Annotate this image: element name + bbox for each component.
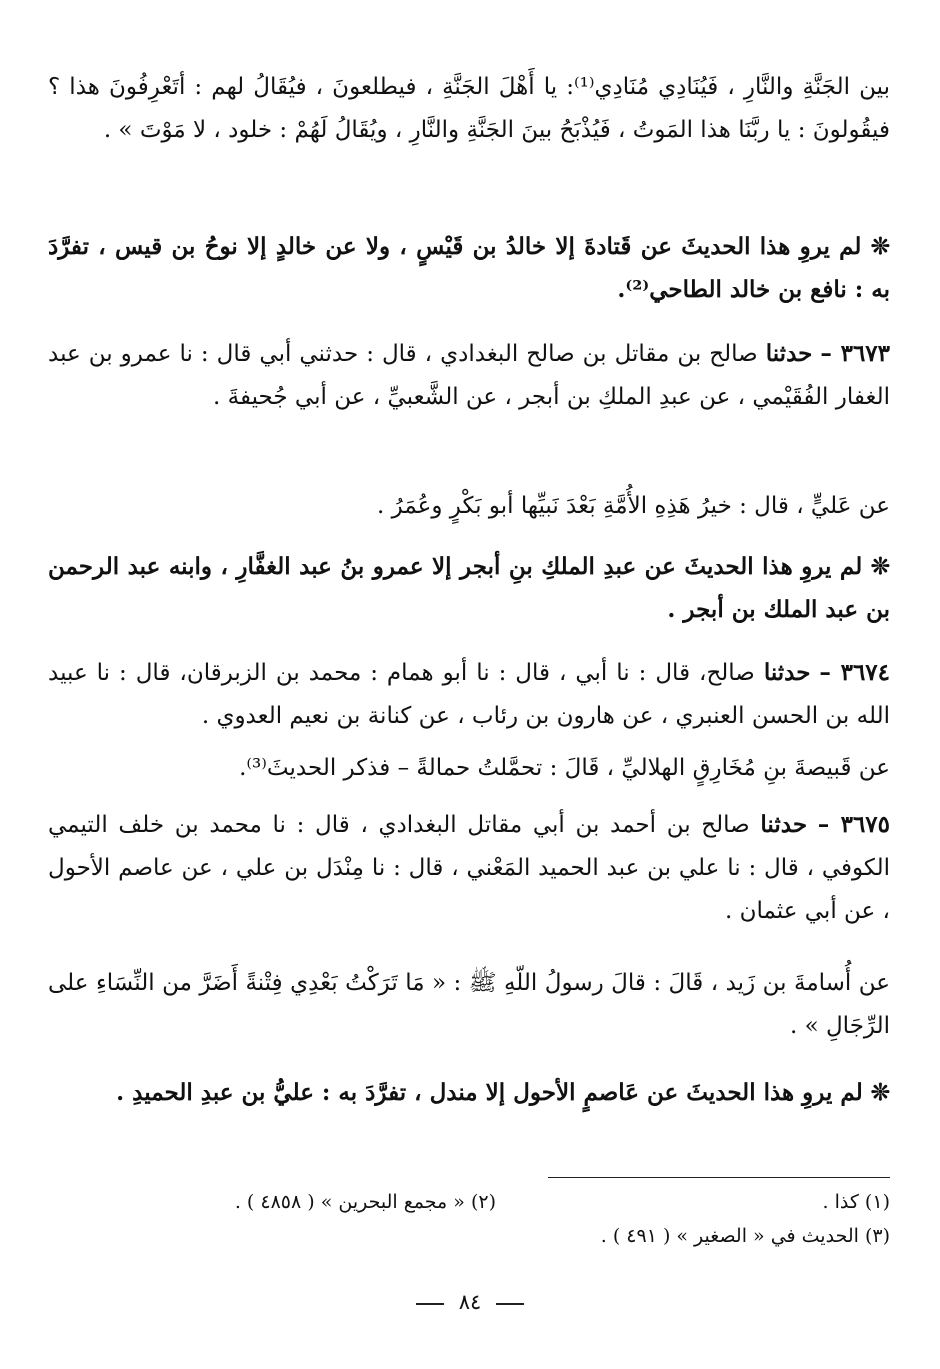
paragraph-text: ❊ لم يروِ هذا الحديثَ عن عَاصمٍ الأحول إلا مندل ، تفرَّدَ به : عليُّ بن عبدِ الحميدِ . xyxy=(116,1079,890,1106)
footnote-2: (٢) « مجمع البحرين » ( ٤٨٥٨ ) . xyxy=(234,1191,496,1213)
paragraph-text: عن قَبيصةَ بنِ مُخَارِقٍ الهلاليِّ ، قَالَ : تحمَّلتُ حمالةً – فذكر الحديثَ⁽³⁾. xyxy=(239,755,890,781)
paragraph-hadith-3673-matn xyxy=(48,485,890,528)
footnote-1: (١) كذا . xyxy=(822,1191,890,1213)
paragraph-hadith-3674-isnad xyxy=(48,651,890,738)
paragraph-hadith-end xyxy=(48,66,890,152)
paragraph-text: عن عَليٍّ ، قال : خيرُ هَذِهِ الأُمَّةِ بَعْدَ نَبيِّها أبو بَكْرٍ وعُمَرُ . xyxy=(377,493,890,519)
footnote-3: (٣) الحديث في « الصغير » ( ٤٩١ ) . xyxy=(600,1225,890,1247)
hadith-lead-word: حدثنا xyxy=(765,340,813,367)
hadith-number: ٣٦٧٥ – xyxy=(817,811,891,838)
paragraph-text: صالح، قال : نا أبي ، قال : نا أبو همام : محمد بن الزبرقان، قال : نا عبيد الله بن الحسن العنبري ، عن هارون بن رئاب ، عن كنانة بن نعيم العدوي . xyxy=(48,660,890,729)
paragraph-hadith-3675-matn xyxy=(48,962,890,1048)
hadith-number: ٣٦٧٤ – xyxy=(819,659,891,686)
paragraph-text: صالح بن مقاتل بن صالح البغدادي ، قال : حدثني أبي قال : نا عمرو بن عبد الغفار الفُقَيْمي ، عن عبدِ الملكِ بن أبجر ، عن الشَّعبيِّ ، عن أبي جُحيفةَ . xyxy=(48,341,890,410)
paragraph-text: بين الجَنَّةِ والنَّارِ ، فَيُنَادِي مُنَادِي⁽¹⁾: يا أَهْلَ الجَنَّةِ ، فيطلعونَ ، فيُقَالُ لهم : أتَعْرِفُونَ هذا ؟ فيقُولونَ : يا ربَّنَا هذا المَوتُ ، فَيُذْبَحُ بينَ الجَنَّةِ والنَّارِ ، ويُقَالُ لَهُمْ : خلود ، لا مَوْتَ » . xyxy=(48,74,890,143)
page-number-dash-left xyxy=(416,1303,444,1305)
page-number-dash-right xyxy=(496,1303,524,1305)
paragraph-text: ❊ لم يروِ هذا الحديثَ عن قَتادةَ إلا خالدُ بن قَيْسٍ ، ولا عن خالدٍ إلا نوحُ بن قيس ، تفرَّدَ به : نافع بن خالد الطاحي⁽²⁾. xyxy=(48,233,890,303)
footnote-divider xyxy=(548,1177,890,1178)
paragraph-commentary-mandal xyxy=(48,1071,890,1114)
paragraph-hadith-3673-isnad xyxy=(48,332,890,419)
paragraph-text: عن أُسامةَ بن زَيد ، قَالَ : قالَ رسولُ اللّهِ ﷺ : « مَا تَرَكْتُ بَعْدِي فِتْنةً أَضَرَّ من النِّسَاءِ على الرِّجَالِ » . xyxy=(48,970,890,1039)
page-number-line xyxy=(0,1290,940,1314)
hadith-number: ٣٦٧٣ – xyxy=(820,340,891,367)
paragraph-text: ❊ لم يروِ هذا الحديثَ عن عبدِ الملكِ بنِ أبجر إلا عمرو بنُ عبد الغفَّارِ ، وابنه عبد الرحمن بن عبد الملك بن أبجر . xyxy=(48,553,890,623)
paragraph-hadith-3675-isnad xyxy=(48,803,890,933)
page-number: ٨٤ xyxy=(458,1290,482,1314)
paragraph-commentary-abjar xyxy=(48,545,890,631)
paragraph-text: صالح بن أحمد بن أبي مقاتل البغدادي ، قال : نا محمد بن خلف التيمي الكوفي ، قال : نا علي بن عبد الحميد المَعْني ، قال : نا مِنْدَل بن علي ، عن عاصم الأحول ، عن أبي عثمان . xyxy=(48,812,890,924)
paragraph-hadith-3674-matn xyxy=(48,747,890,790)
hadith-lead-word: حدثنا xyxy=(760,811,808,838)
paragraph-commentary-qatada xyxy=(48,225,890,311)
hadith-lead-word: حدثنا xyxy=(763,659,811,686)
